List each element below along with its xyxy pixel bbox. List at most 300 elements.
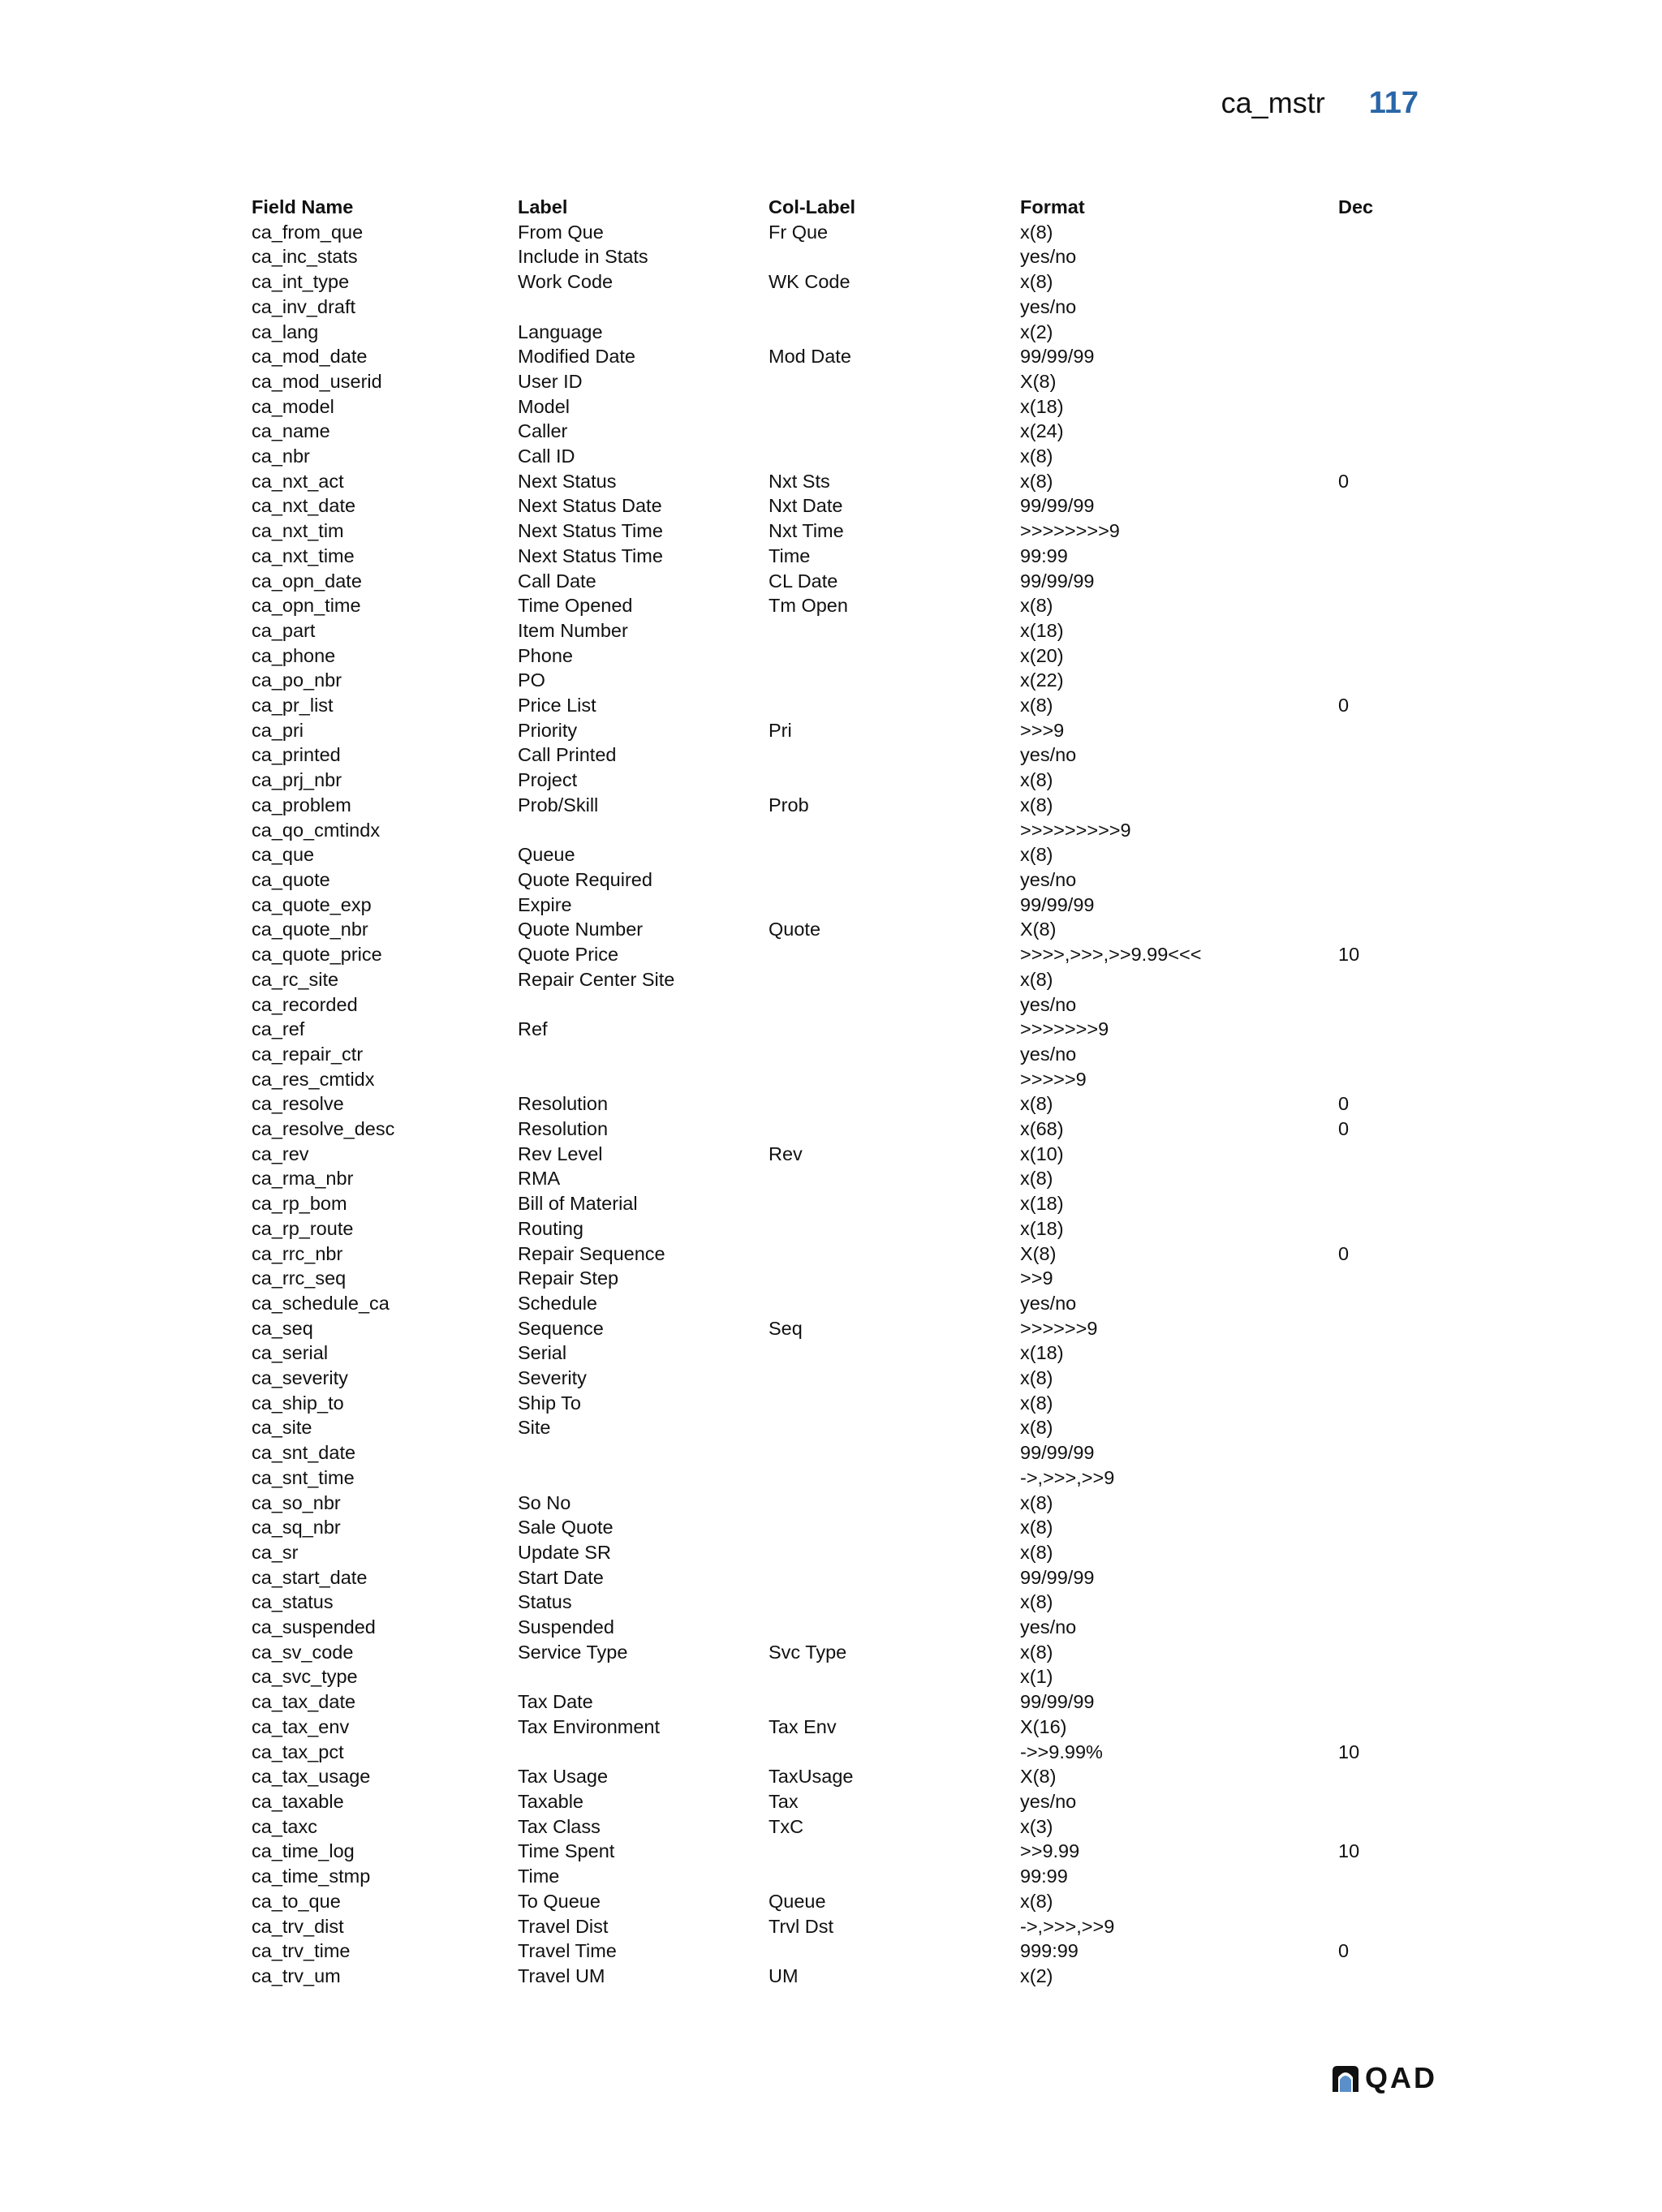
field-name-cell: ca_sr <box>252 1541 299 1563</box>
label-cell: Tax Usage <box>518 1766 609 1788</box>
format-cell: x(8) <box>1020 1517 1053 1539</box>
format-cell: x(8) <box>1020 695 1053 717</box>
field-name-cell: ca_quote_nbr <box>252 919 368 940</box>
format-cell: 999:99 <box>1020 1940 1079 1962</box>
format-cell: X(8) <box>1020 370 1057 392</box>
col-label-cell <box>769 1740 1020 1765</box>
col-label-cell: Tm Open <box>769 595 848 617</box>
field-name-cell: ca_nbr <box>252 445 310 467</box>
label-cell <box>518 1465 769 1491</box>
field-name-cell: ca_opn_time <box>252 595 361 617</box>
col-label-cell <box>769 1689 1020 1715</box>
col-label-cell <box>769 244 1020 269</box>
field-name-cell: ca_quote_exp <box>252 893 372 915</box>
format-cell: x(8) <box>1020 1093 1053 1115</box>
field-name-cell: ca_po_nbr <box>252 669 342 691</box>
dec-cell <box>1338 1764 1412 1789</box>
label-cell: Price List <box>518 695 596 717</box>
dec-cell <box>1338 1166 1412 1191</box>
dec-cell <box>1338 1391 1412 1416</box>
dec-cell <box>1338 768 1412 793</box>
field-name-cell: ca_part <box>252 619 316 641</box>
table-row <box>252 1689 1412 1715</box>
col-label-cell <box>769 320 1020 345</box>
dec-cell <box>1338 220 1412 245</box>
table-row <box>252 569 1412 594</box>
table-row <box>252 1565 1412 1590</box>
table-row <box>252 1291 1412 1316</box>
dec-cell: 0 <box>1338 1118 1350 1140</box>
col-label-cell <box>769 1491 1020 1516</box>
label-cell: Call ID <box>518 445 575 467</box>
col-label-cell <box>769 893 1020 918</box>
label-cell: Language <box>518 321 603 342</box>
col-label-cell <box>769 1067 1020 1092</box>
format-cell: yes/no <box>1020 868 1077 890</box>
table-row <box>252 1914 1412 1939</box>
col-label-cell: Nxt Date <box>769 495 843 517</box>
format-cell: x(2) <box>1020 1965 1053 1986</box>
table-row <box>252 419 1412 444</box>
format-cell: x(24) <box>1020 420 1064 442</box>
table-row <box>252 768 1412 793</box>
table-row <box>252 244 1412 269</box>
field-name-cell: ca_mod_date <box>252 346 368 368</box>
col-label-cell: Queue <box>769 1890 826 1912</box>
table-row <box>252 320 1412 345</box>
dec-cell <box>1338 1291 1412 1316</box>
format-cell: X(8) <box>1020 1766 1057 1788</box>
col-label-cell <box>769 967 1020 992</box>
field-name-cell: ca_prj_nbr <box>252 769 342 791</box>
label-cell: Travel Dist <box>518 1915 609 1937</box>
field-name-cell: ca_start_date <box>252 1566 368 1588</box>
field-name-cell: ca_sv_code <box>252 1641 354 1663</box>
format-cell: x(3) <box>1020 1815 1053 1837</box>
dec-cell <box>1338 793 1412 818</box>
label-cell <box>518 1067 769 1092</box>
format-cell: 99:99 <box>1020 544 1068 566</box>
dec-cell <box>1338 1415 1412 1440</box>
table-row <box>252 1839 1412 1864</box>
label-cell: Next Status <box>518 470 617 492</box>
dec-cell <box>1338 1266 1412 1291</box>
field-name-cell: ca_nxt_tim <box>252 520 344 542</box>
format-cell: x(8) <box>1020 1890 1053 1912</box>
dec-cell <box>1338 1590 1412 1615</box>
format-cell: ->,>>>,>>9 <box>1020 1466 1115 1488</box>
table-row <box>252 1964 1412 1989</box>
col-label-cell: Trvl Dst <box>769 1915 834 1937</box>
dec-cell <box>1338 917 1412 942</box>
col-label-cell: TxC <box>769 1815 804 1837</box>
field-name-cell: ca_opn_date <box>252 570 362 592</box>
field-name-cell: ca_site <box>252 1417 312 1439</box>
col-label-cell: Quote <box>769 919 821 940</box>
label-cell: RMA <box>518 1168 561 1190</box>
format-cell: x(1) <box>1020 1666 1053 1688</box>
dec-cell <box>1338 842 1412 867</box>
format-cell: yes/no <box>1020 1791 1077 1812</box>
table-row <box>252 1740 1412 1765</box>
table-row <box>252 519 1412 544</box>
label-cell: Priority <box>518 719 578 741</box>
format-header: Format <box>1020 196 1085 217</box>
table-row <box>252 344 1412 369</box>
col-label-cell <box>769 643 1020 669</box>
col-label-cell: Nxt Time <box>769 520 844 542</box>
label-cell: Expire <box>518 893 572 915</box>
format-cell: >>>>>>>>9 <box>1020 520 1120 542</box>
label-cell <box>518 1664 769 1689</box>
table-row <box>252 1764 1412 1789</box>
dec-cell <box>1338 1964 1412 1989</box>
dec-cell <box>1338 519 1412 544</box>
table-row <box>252 444 1412 469</box>
table-row <box>252 1814 1412 1840</box>
label-cell: Prob/Skill <box>518 794 599 816</box>
field-table-header <box>252 195 1412 220</box>
col-label-cell: Tax <box>769 1791 799 1812</box>
format-cell: x(8) <box>1020 271 1053 293</box>
field-name-cell: ca_severity <box>252 1367 348 1389</box>
table-row <box>252 867 1412 893</box>
col-label-cell <box>769 1465 1020 1491</box>
dec-cell: 0 <box>1338 1940 1350 1962</box>
field-name-cell: ca_trv_um <box>252 1965 341 1986</box>
label-cell: Time Opened <box>518 595 633 617</box>
format-cell: x(8) <box>1020 1541 1053 1563</box>
field-name-cell: ca_time_stmp <box>252 1866 371 1887</box>
format-cell: yes/no <box>1020 1616 1077 1638</box>
format-cell: x(8) <box>1020 445 1053 467</box>
col-label-cell: CL Date <box>769 570 838 592</box>
table-row <box>252 1341 1412 1366</box>
col-label-cell <box>769 1242 1020 1267</box>
table-row <box>252 369 1412 394</box>
label-cell: Time <box>518 1866 560 1887</box>
format-cell: x(18) <box>1020 395 1064 417</box>
table-row <box>252 1465 1412 1491</box>
dec-cell <box>1338 419 1412 444</box>
field-name-cell: ca_model <box>252 395 334 417</box>
field-name-cell: ca_printed <box>252 744 341 766</box>
format-cell: x(18) <box>1020 1193 1064 1215</box>
col-label-cell <box>769 618 1020 643</box>
col-label-cell: Seq <box>769 1317 803 1339</box>
format-cell: X(8) <box>1020 1242 1057 1264</box>
label-cell: Caller <box>518 420 568 442</box>
col-label-cell: Prob <box>769 794 809 816</box>
label-cell: Tax Environment <box>518 1715 661 1737</box>
table-row <box>252 1391 1412 1416</box>
dec-cell <box>1338 394 1412 420</box>
dec-cell: 0 <box>1338 1242 1350 1264</box>
dec-cell <box>1338 618 1412 643</box>
format-cell: >>>>>>>9 <box>1020 1018 1109 1040</box>
table-row <box>252 295 1412 320</box>
label-cell: Service Type <box>518 1641 628 1663</box>
format-cell: x(18) <box>1020 1217 1064 1239</box>
field-name-cell: ca_repair_ctr <box>252 1043 364 1065</box>
col-label-cell <box>769 768 1020 793</box>
format-cell: x(8) <box>1020 1417 1053 1439</box>
dec-cell <box>1338 1017 1412 1042</box>
field-name-header: Field Name <box>252 196 354 217</box>
label-cell: To Queue <box>518 1890 601 1912</box>
format-cell: >>>9 <box>1020 719 1065 741</box>
table-title: ca_mstr <box>1221 86 1325 119</box>
format-cell: >>>>>>9 <box>1020 1317 1098 1339</box>
format-cell: x(8) <box>1020 844 1053 866</box>
table-row <box>252 818 1412 843</box>
label-cell: Call Date <box>518 570 596 592</box>
label-cell: Travel Time <box>518 1940 617 1962</box>
dec-cell <box>1338 867 1412 893</box>
label-cell: Bill of Material <box>518 1193 638 1215</box>
dec-cell: 10 <box>1338 1840 1360 1862</box>
dec-cell <box>1338 1689 1412 1715</box>
table-row <box>252 1117 1412 1142</box>
table-row <box>252 1166 1412 1191</box>
dec-cell <box>1338 1515 1412 1540</box>
dec-cell <box>1338 1864 1412 1889</box>
field-name-cell: ca_from_que <box>252 221 364 243</box>
table-row <box>252 917 1412 942</box>
label-cell: Quote Number <box>518 919 644 940</box>
format-cell: yes/no <box>1020 295 1077 317</box>
label-cell: Next Status Date <box>518 495 662 517</box>
field-name-cell: ca_taxable <box>252 1791 344 1812</box>
col-label-cell <box>769 867 1020 893</box>
col-label-cell: Mod Date <box>769 346 851 368</box>
field-name-cell: ca_que <box>252 844 315 866</box>
format-cell: x(68) <box>1020 1118 1064 1140</box>
table-row <box>252 1316 1412 1341</box>
format-cell: x(8) <box>1020 769 1053 791</box>
table-row <box>252 1590 1412 1615</box>
label-cell: Repair Center Site <box>518 968 675 990</box>
field-name-cell: ca_rp_route <box>252 1217 354 1239</box>
dec-cell <box>1338 1789 1412 1814</box>
label-cell: Repair Sequence <box>518 1242 665 1264</box>
format-cell: x(8) <box>1020 1641 1053 1663</box>
label-cell: Next Status Time <box>518 544 663 566</box>
col-label-cell: Nxt Sts <box>769 470 830 492</box>
format-cell: x(8) <box>1020 968 1053 990</box>
col-label-cell <box>769 369 1020 394</box>
label-cell: Ref <box>518 1018 548 1040</box>
col-label-cell <box>769 1565 1020 1590</box>
dec-cell <box>1338 1664 1412 1689</box>
field-name-cell: ca_to_que <box>252 1890 341 1912</box>
label-cell: User ID <box>518 370 583 392</box>
table-row <box>252 1540 1412 1565</box>
col-label-cell: Svc Type <box>769 1641 847 1663</box>
format-cell: >>>>>>>>>9 <box>1020 819 1131 841</box>
format-cell: >>>>>9 <box>1020 1068 1087 1090</box>
field-name-cell: ca_problem <box>252 794 351 816</box>
field-name-cell: ca_svc_type <box>252 1666 358 1688</box>
dec-cell <box>1338 1640 1412 1665</box>
table-row <box>252 1366 1412 1391</box>
field-name-cell: ca_so_nbr <box>252 1491 341 1513</box>
col-label-cell <box>769 1839 1020 1864</box>
field-name-cell: ca_pri <box>252 719 304 741</box>
label-cell: PO <box>518 669 545 691</box>
col-label-header: Col-Label <box>769 196 856 217</box>
label-cell: Status <box>518 1591 572 1613</box>
dec-cell <box>1338 1042 1412 1067</box>
dec-cell <box>1338 893 1412 918</box>
dec-cell: 0 <box>1338 695 1350 717</box>
dec-cell: 10 <box>1338 944 1360 966</box>
table-row <box>252 1191 1412 1216</box>
table-row <box>252 1091 1412 1117</box>
table-row <box>252 394 1412 420</box>
field-table-body <box>252 220 1412 1989</box>
dec-cell: 10 <box>1338 1741 1360 1762</box>
format-cell: yes/no <box>1020 1292 1077 1314</box>
dec-cell: 0 <box>1338 470 1350 492</box>
format-cell: ->,>>>,>>9 <box>1020 1915 1115 1937</box>
col-label-cell <box>769 444 1020 469</box>
label-cell: Severity <box>518 1367 587 1389</box>
header-row <box>252 195 1412 220</box>
dec-cell <box>1338 1615 1412 1640</box>
table-row <box>252 1664 1412 1689</box>
label-cell <box>518 1740 769 1765</box>
format-cell: 99/99/99 <box>1020 1691 1095 1713</box>
label-cell: Quote Required <box>518 868 652 890</box>
format-cell: >>9.99 <box>1020 1840 1080 1862</box>
format-cell: X(8) <box>1020 919 1057 940</box>
field-table <box>252 195 1412 1989</box>
col-label-cell: TaxUsage <box>769 1766 854 1788</box>
label-cell: Tax Date <box>518 1691 593 1713</box>
format-cell: x(8) <box>1020 1392 1053 1414</box>
col-label-cell <box>769 1291 1020 1316</box>
col-label-cell <box>769 1191 1020 1216</box>
label-cell: So No <box>518 1491 571 1513</box>
dec-cell <box>1338 1142 1412 1167</box>
field-name-cell: ca_inc_stats <box>252 246 358 268</box>
field-name-cell: ca_serial <box>252 1342 329 1364</box>
format-cell: 99/99/99 <box>1020 346 1095 368</box>
label-cell: From Que <box>518 221 604 243</box>
qad-logo-text: QAD <box>1365 2061 1437 2094</box>
label-cell: Site <box>518 1417 551 1439</box>
col-label-cell <box>769 1939 1020 1964</box>
label-cell: Sale Quote <box>518 1517 614 1539</box>
col-label-cell <box>769 1117 1020 1142</box>
field-name-cell: ca_rev <box>252 1143 309 1164</box>
qad-logo-icon <box>1329 2064 1362 2092</box>
label-cell: Start Date <box>518 1566 604 1588</box>
dec-cell <box>1338 1715 1412 1740</box>
field-name-cell: ca_suspended <box>252 1616 376 1638</box>
label-cell: Work Code <box>518 271 614 293</box>
field-name-cell: ca_rrc_nbr <box>252 1242 343 1264</box>
label-cell: Call Printed <box>518 744 617 766</box>
table-row <box>252 269 1412 295</box>
dec-cell <box>1338 244 1412 269</box>
label-cell: Next Status Time <box>518 520 663 542</box>
format-cell: x(8) <box>1020 595 1053 617</box>
col-label-cell <box>769 1590 1020 1615</box>
col-label-cell <box>769 1664 1020 1689</box>
col-label-cell: Pri <box>769 719 792 741</box>
field-name-cell: ca_recorded <box>252 993 358 1015</box>
col-label-cell <box>769 1266 1020 1291</box>
field-name-cell: ca_quote <box>252 868 330 890</box>
table-row <box>252 1515 1412 1540</box>
label-cell: Project <box>518 769 578 791</box>
label-cell: Include in Stats <box>518 246 648 268</box>
label-header: Label <box>518 196 568 217</box>
label-cell: Item Number <box>518 619 628 641</box>
dec-cell <box>1338 444 1412 469</box>
format-cell: 99/99/99 <box>1020 1566 1095 1588</box>
table-row <box>252 1017 1412 1042</box>
table-row <box>252 742 1412 768</box>
field-name-cell: ca_lang <box>252 321 319 342</box>
table-row <box>252 1042 1412 1067</box>
format-cell: 99/99/99 <box>1020 570 1095 592</box>
dec-cell <box>1338 742 1412 768</box>
dec-cell <box>1338 544 1412 569</box>
col-label-cell: Fr Que <box>769 221 829 243</box>
format-cell: yes/no <box>1020 993 1077 1015</box>
col-label-cell <box>769 1042 1020 1067</box>
label-cell: Model <box>518 395 571 417</box>
table-row <box>252 1067 1412 1092</box>
label-cell: Sequence <box>518 1317 604 1339</box>
format-cell: x(10) <box>1020 1143 1064 1164</box>
format-cell: 99/99/99 <box>1020 893 1095 915</box>
field-name-cell: ca_inv_draft <box>252 295 356 317</box>
field-name-cell: ca_nxt_time <box>252 544 355 566</box>
col-label-cell <box>769 1341 1020 1366</box>
col-label-cell <box>769 1017 1020 1042</box>
table-row <box>252 493 1412 519</box>
table-row <box>252 668 1412 693</box>
label-cell <box>518 295 769 320</box>
label-cell: Repair Step <box>518 1267 619 1289</box>
col-label-cell <box>769 1540 1020 1565</box>
page-number: 117 <box>1368 86 1419 120</box>
format-cell: x(8) <box>1020 221 1053 243</box>
format-cell: x(8) <box>1020 794 1053 816</box>
field-name-cell: ca_time_log <box>252 1840 355 1862</box>
field-name-cell: ca_ship_to <box>252 1392 344 1414</box>
format-cell: x(2) <box>1020 321 1053 342</box>
table-row <box>252 1939 1412 1964</box>
col-label-cell <box>769 818 1020 843</box>
label-cell <box>518 992 769 1018</box>
field-name-cell: ca_pr_list <box>252 695 334 717</box>
dec-cell <box>1338 1540 1412 1565</box>
label-cell: Taxable <box>518 1791 583 1812</box>
field-name-cell: ca_taxc <box>252 1815 317 1837</box>
label-cell: Phone <box>518 644 573 666</box>
format-cell: yes/no <box>1020 744 1077 766</box>
table-row <box>252 1864 1412 1889</box>
label-cell: Schedule <box>518 1292 597 1314</box>
dec-cell: 0 <box>1338 1093 1350 1115</box>
field-name-cell: ca_status <box>252 1591 334 1613</box>
label-cell: Update SR <box>518 1541 611 1563</box>
